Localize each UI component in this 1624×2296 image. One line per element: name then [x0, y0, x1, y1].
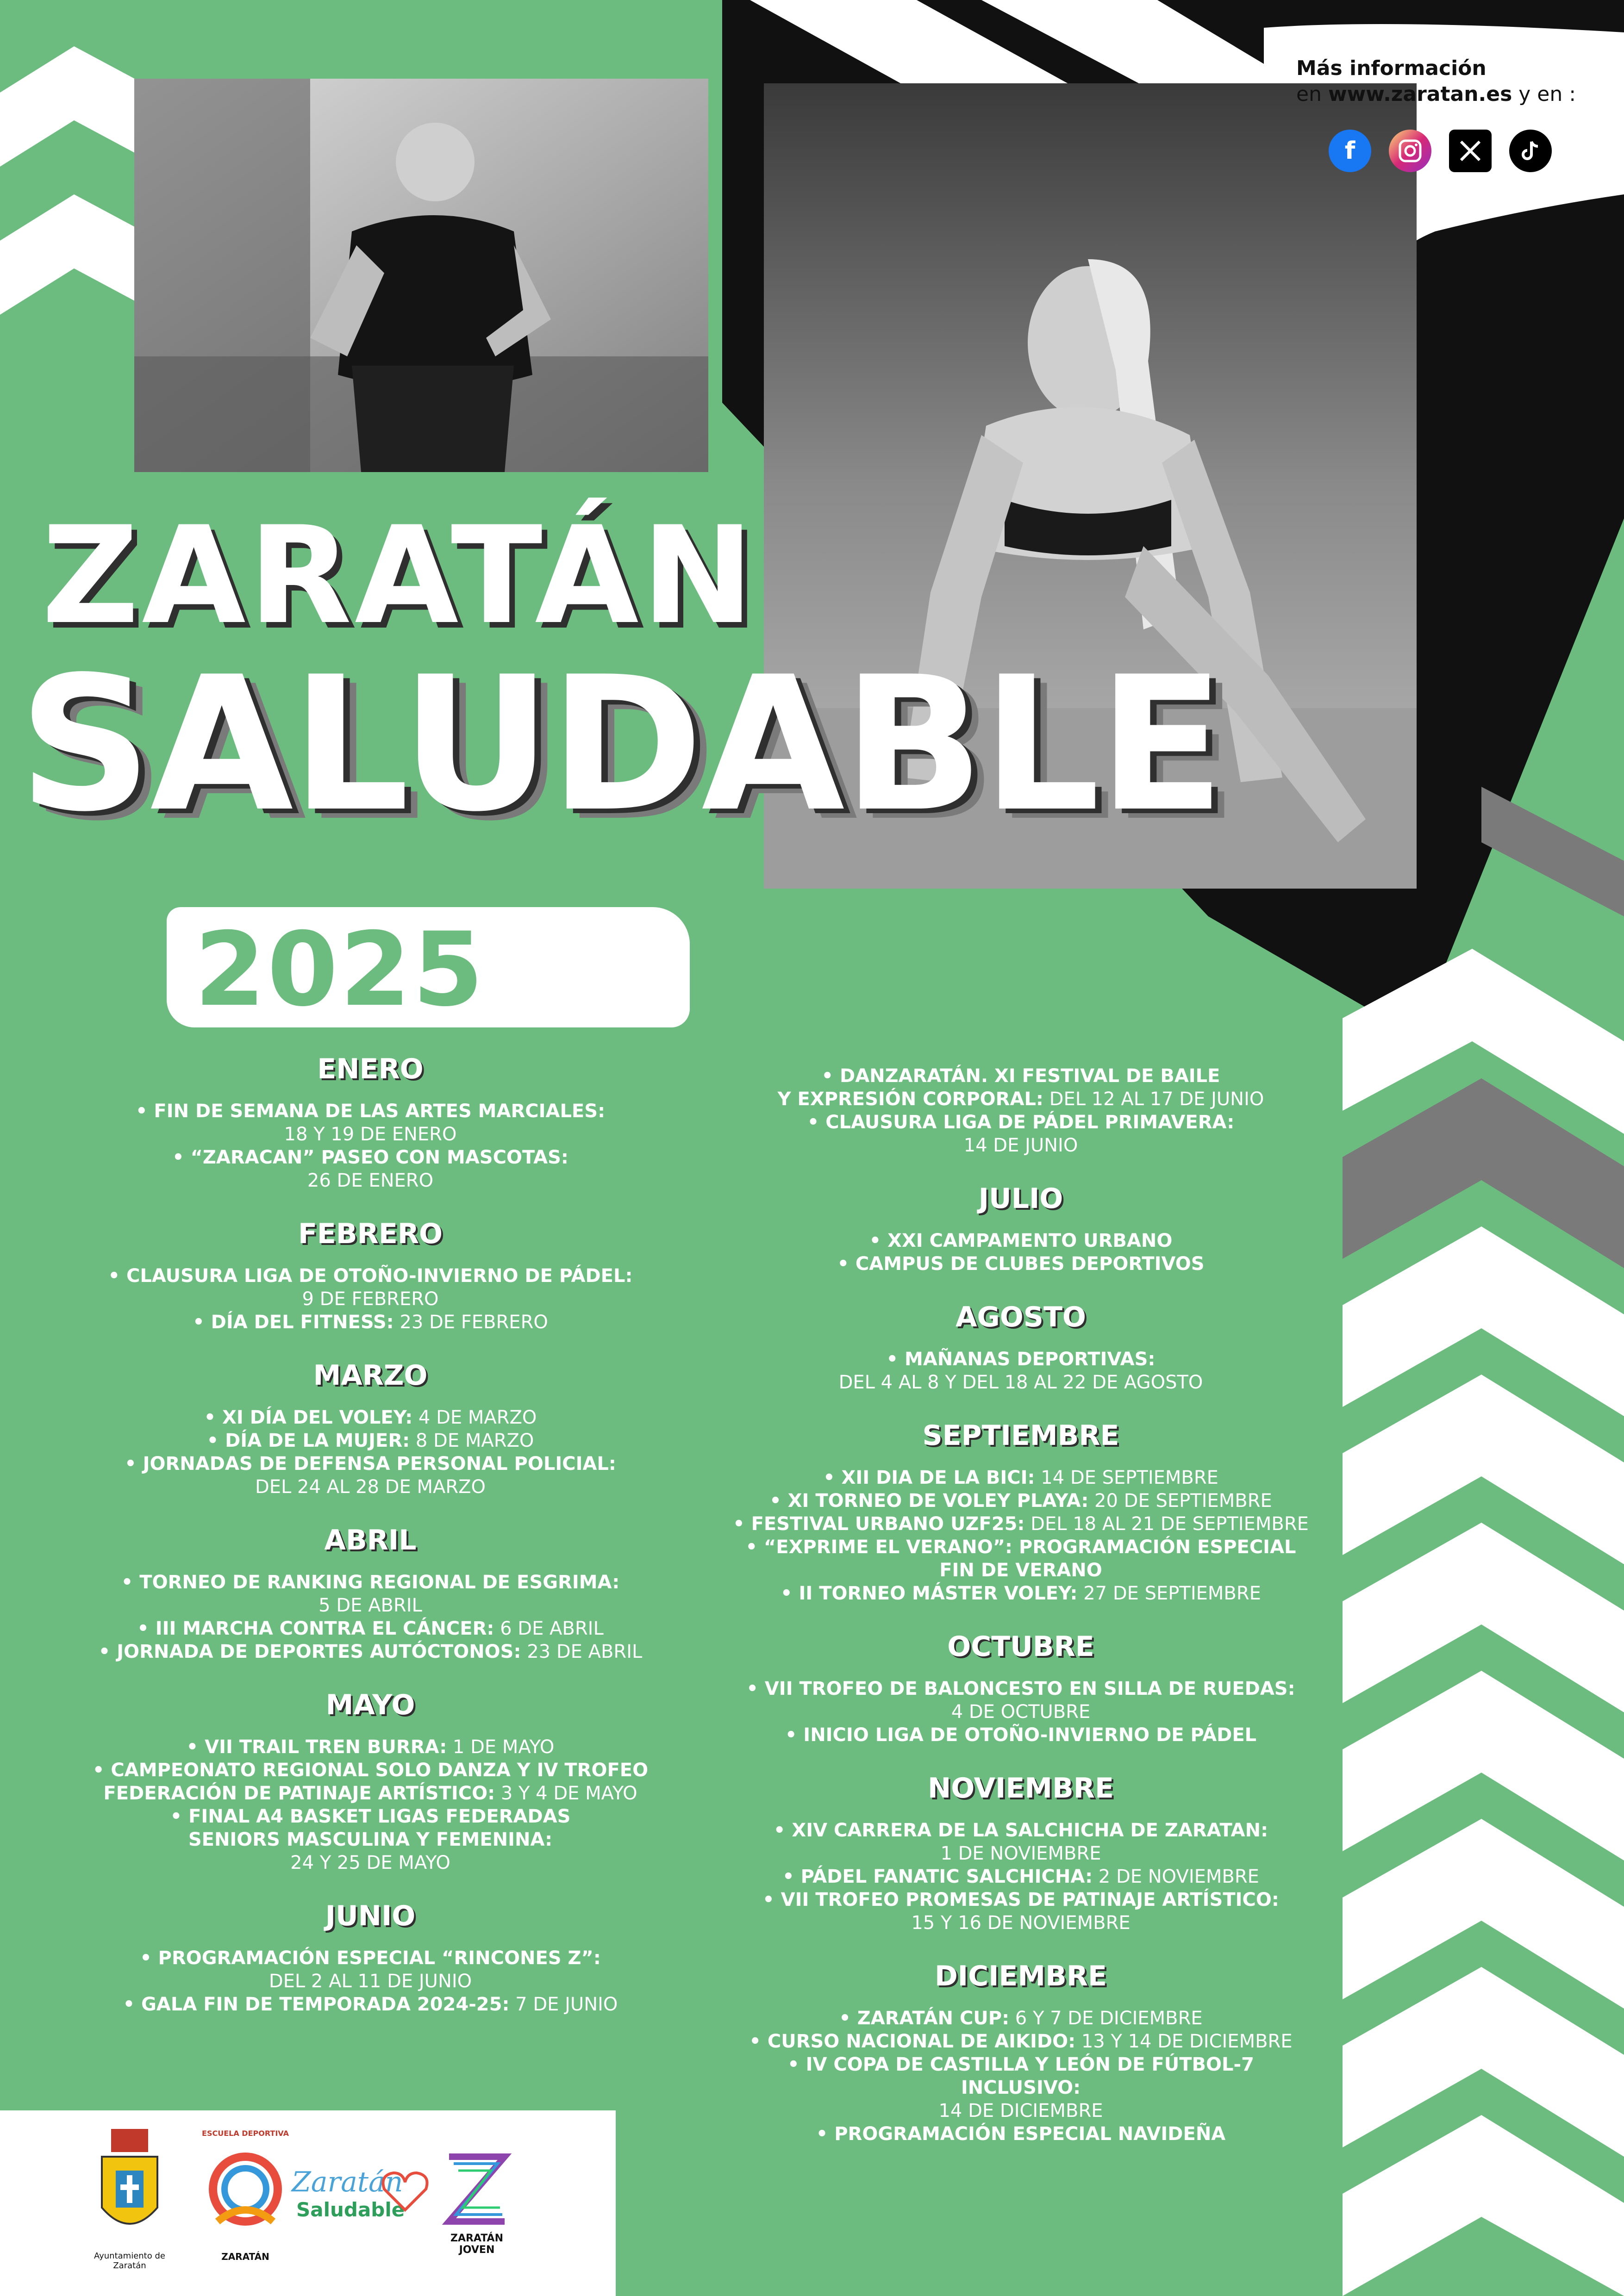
website-link[interactable]: www.zaratan.es — [1328, 82, 1512, 106]
event-line — [731, 1582, 1310, 1605]
event-line — [731, 1819, 1310, 1842]
event-title: • DANZARATÁN. XI FESTIVAL DE BAILE — [821, 1065, 1220, 1087]
event-date: 9 DE FEBRERO — [302, 1288, 439, 1310]
event-title: • CLAUSURA LIGA DE OTOÑO-INVIERNO DE PÁDEL: — [108, 1265, 633, 1287]
month-heading: JUNIO — [325, 1900, 416, 1932]
event-date: DEL 12 AL 17 DE JUNIO — [1043, 1089, 1264, 1110]
event-line — [731, 1489, 1310, 1512]
footer-logos — [0, 2110, 616, 2296]
event-line — [731, 1229, 1310, 1252]
event-date: DEL 18 AL 21 DE SEPTIEMBRE — [1024, 1513, 1309, 1535]
event-date: 23 DE FEBRERO — [394, 1312, 548, 1333]
title-saludable: SALUDABLE — [19, 637, 1223, 852]
event-line — [731, 2099, 1310, 2122]
event-title: • FINAL A4 BASKET LIGAS FEDERADAS — [170, 1806, 571, 1827]
event-title: • “ZARACAN” PASEO CON MASCOTAS: — [172, 1147, 568, 1168]
month-heading: ABRIL — [324, 1524, 417, 1556]
event-line — [731, 1252, 1310, 1276]
more-info-suffix: y en : — [1512, 82, 1576, 106]
x-icon[interactable] — [1449, 130, 1492, 172]
event-title: • ZARATÁN CUP: — [839, 2008, 1010, 2029]
more-info-prefix: en — [1296, 82, 1328, 106]
escuela-caption: ZARATÁN — [221, 2251, 269, 2262]
event-title: • GALA FIN DE TEMPORADA 2024-25: — [123, 1994, 510, 2015]
coat-of-arms-caption: Ayuntamiento de Zaratán — [94, 2251, 165, 2271]
event-line — [731, 1911, 1310, 1935]
month-heading: FEBRERO — [298, 1218, 443, 1250]
month-heading: NOVIEMBRE — [928, 1772, 1114, 1804]
event-line — [731, 2007, 1310, 2030]
event-line — [731, 1466, 1310, 1489]
zaratan-joven-caption: ZARATÁN JOVEN — [450, 2233, 503, 2256]
event-title: • FIN DE SEMANA DE LAS ARTES MARCIALES: — [135, 1101, 606, 1122]
event-title: • DÍA DE LA MUJER: — [206, 1430, 410, 1451]
title-zaratan: ZARATÁN — [42, 498, 757, 654]
event-title: • CAMPUS DE CLUBES DEPORTIVOS — [837, 1253, 1205, 1275]
event-date: 5 DE ABRIL — [319, 1595, 422, 1616]
calendar-left-column — [69, 1051, 671, 2039]
event-line — [69, 1782, 671, 1805]
event-line — [69, 1169, 671, 1192]
zaratan-saludable-line1: Zaratán — [292, 2166, 403, 2198]
event-line — [69, 1617, 671, 1640]
event-date: 8 DE MARZO — [410, 1430, 534, 1451]
event-date: DEL 2 AL 11 DE JUNIO — [269, 1971, 472, 1992]
event-line — [731, 1064, 1310, 1088]
event-date: 1 DE MAYO — [447, 1736, 555, 1758]
month-heading: MARZO — [313, 1359, 428, 1392]
calendar-right-column — [731, 1064, 1310, 2169]
escuela-arc-text: ESCUELA DEPORTIVA — [202, 2129, 289, 2138]
event-line — [69, 1475, 671, 1499]
event-date: 6 Y 7 DE DICIEMBRE — [1009, 2008, 1203, 2029]
event-date: 6 DE ABRIL — [494, 1618, 604, 1639]
event-line — [731, 1512, 1310, 1536]
month-heading: JULIO — [978, 1182, 1063, 1215]
event-title: • VII TRAIL TREN BURRA: — [186, 1736, 447, 1758]
event-title: • IV COPA DE CASTILLA Y LEÓN DE FÚTBOL-7 INCLUSIVO: — [787, 2054, 1254, 2098]
event-line — [731, 1677, 1310, 1700]
instagram-icon[interactable] — [1389, 130, 1431, 172]
zaratan-saludable-line2: Saludable — [296, 2198, 405, 2221]
event-title: SENIORS MASCULINA Y FEMENINA: — [188, 1829, 553, 1850]
event-line — [69, 1429, 671, 1452]
event-title: • PROGRAMACIÓN ESPECIAL “RINCONES Z”: — [140, 1948, 601, 1969]
event-line — [731, 1842, 1310, 1865]
escuela-deportiva-logo — [199, 2129, 292, 2277]
event-title: • CLAUSURA LIGA DE PÁDEL PRIMAVERA: — [807, 1112, 1235, 1133]
event-date: 7 DE JUNIO — [509, 1994, 618, 2015]
month-heading: OCTUBRE — [947, 1630, 1094, 1663]
event-line — [731, 1111, 1310, 1134]
event-line — [69, 1851, 671, 1874]
event-line — [69, 1947, 671, 1970]
more-info — [1296, 56, 1576, 107]
event-title: • DÍA DEL FITNESS: — [193, 1312, 394, 1333]
event-line — [69, 1146, 671, 1169]
event-line — [731, 1134, 1310, 1157]
event-title: • XI DÍA DEL VOLEY: — [204, 1407, 413, 1428]
event-title: • XI TORNEO DE VOLEY PLAYA: — [769, 1490, 1089, 1512]
event-line — [69, 1594, 671, 1617]
month-heading: SEPTIEMBRE — [922, 1419, 1119, 1452]
event-title: Y EXPRESIÓN CORPORAL: — [777, 1089, 1043, 1110]
event-title: • PÁDEL FANATIC SALCHICHA: — [782, 1866, 1093, 1887]
event-date: 3 Y 4 DE MAYO — [495, 1783, 637, 1804]
event-title: • CAMPEONATO REGIONAL SOLO DANZA Y IV TROFEO — [92, 1760, 649, 1781]
coat-of-arms-logo — [93, 2129, 167, 2277]
event-line — [69, 1993, 671, 2016]
event-line — [69, 1288, 671, 1311]
event-line — [69, 1759, 671, 1782]
event-title: • XII DIA DE LA BICI: — [823, 1467, 1035, 1488]
month-heading: DICIEMBRE — [934, 1960, 1107, 1992]
event-title: • VII TROFEO DE BALONCESTO EN SILLA DE RUEDAS: — [746, 1678, 1295, 1699]
event-date: 24 Y 25 DE MAYO — [290, 1852, 450, 1873]
event-date: DEL 24 AL 28 DE MARZO — [255, 1476, 486, 1498]
event-title: • “EXPRIME EL VERANO”: PROGRAMACIÓN ESPECIAL — [745, 1537, 1296, 1558]
event-line — [731, 1724, 1310, 1747]
event-line — [69, 1406, 671, 1429]
event-title: • INICIO LIGA DE OTOÑO-INVIERNO DE PÁDEL — [785, 1724, 1257, 1746]
event-line — [69, 1736, 671, 1759]
more-info-title: Más información — [1296, 56, 1487, 80]
event-date: 27 DE SEPTIEMBRE — [1077, 1583, 1261, 1604]
event-date: 14 DE JUNIO — [963, 1135, 1078, 1156]
facebook-icon[interactable]: f — [1329, 130, 1371, 172]
event-date: 13 Y 14 DE DICIEMBRE — [1075, 2031, 1293, 2052]
event-date: 4 DE OCTUBRE — [951, 1701, 1091, 1723]
event-title: • XIV CARRERA DE LA SALCHICHA DE ZARATAN: — [773, 1820, 1268, 1841]
event-date: 20 DE SEPTIEMBRE — [1088, 1490, 1272, 1512]
event-line — [731, 1888, 1310, 1911]
event-title: • TORNEO DE RANKING REGIONAL DE ESGRIMA: — [121, 1572, 620, 1593]
event-date: 23 DE ABRIL — [521, 1641, 643, 1662]
event-title: • JORNADAS DE DEFENSA PERSONAL POLICIAL: — [125, 1453, 616, 1475]
event-title: • PROGRAMACIÓN ESPECIAL NAVIDEÑA — [816, 2123, 1226, 2145]
event-date: 2 DE NOVIEMBRE — [1093, 1866, 1259, 1887]
event-line — [69, 1640, 671, 1663]
event-date: DEL 4 AL 8 Y DEL 18 AL 22 DE AGOSTO — [838, 1372, 1203, 1393]
event-title: • JORNADA DE DEPORTES AUTÓCTONOS: — [98, 1641, 521, 1662]
event-title: • MAÑANAS DEPORTIVAS: — [886, 1349, 1156, 1370]
event-date: 1 DE NOVIEMBRE — [940, 1843, 1101, 1864]
event-line — [69, 1100, 671, 1123]
event-title: • FESTIVAL URBANO UZF25: — [733, 1513, 1025, 1535]
event-line — [731, 1700, 1310, 1724]
event-title: • III MARCHA CONTRA EL CÁNCER: — [137, 1618, 494, 1639]
event-title: • VII TROFEO PROMESAS DE PATINAJE ARTÍSTICO: — [762, 1889, 1279, 1910]
event-line — [731, 2030, 1310, 2053]
event-line — [69, 1123, 671, 1146]
event-date: 14 DE SEPTIEMBRE — [1035, 1467, 1218, 1488]
event-line — [69, 1828, 671, 1851]
event-line — [731, 1088, 1310, 1111]
event-line — [731, 2053, 1310, 2099]
event-line — [731, 1348, 1310, 1371]
event-line — [69, 1571, 671, 1594]
event-line — [731, 2122, 1310, 2146]
runner-photo — [134, 79, 708, 472]
event-line — [69, 1970, 671, 1993]
tiktok-icon[interactable] — [1509, 130, 1552, 172]
event-date: 15 Y 16 DE NOVIEMBRE — [911, 1912, 1131, 1934]
event-date: 26 DE ENERO — [307, 1170, 434, 1191]
event-line — [731, 1865, 1310, 1888]
year-label: 2025 — [194, 910, 486, 1029]
month-heading: AGOSTO — [956, 1301, 1086, 1333]
month-heading: ENERO — [317, 1053, 424, 1085]
event-line — [69, 1805, 671, 1828]
event-line — [69, 1311, 671, 1334]
zaratan-joven-logo — [440, 2147, 523, 2268]
event-line — [69, 1452, 671, 1475]
event-title: FEDERACIÓN DE PATINAJE ARTÍSTICO: — [103, 1783, 495, 1804]
event-date: 4 DE MARZO — [412, 1407, 537, 1428]
event-line — [69, 1264, 671, 1288]
zaratan-saludable-logo — [292, 2166, 431, 2259]
event-title: FIN DE VERANO — [939, 1560, 1102, 1581]
event-line — [731, 1371, 1310, 1394]
month-heading: MAYO — [325, 1689, 415, 1721]
event-title: • XXI CAMPAMENTO URBANO — [869, 1230, 1173, 1251]
event-title: • CURSO NACIONAL DE AIKIDO: — [749, 2031, 1076, 2052]
event-date: 14 DE DICIEMBRE — [938, 2100, 1103, 2122]
event-line — [731, 1536, 1310, 1559]
event-line — [731, 1559, 1310, 1582]
event-title: • II TORNEO MÁSTER VOLEY: — [781, 1583, 1078, 1604]
event-date: 18 Y 19 DE ENERO — [284, 1124, 457, 1145]
